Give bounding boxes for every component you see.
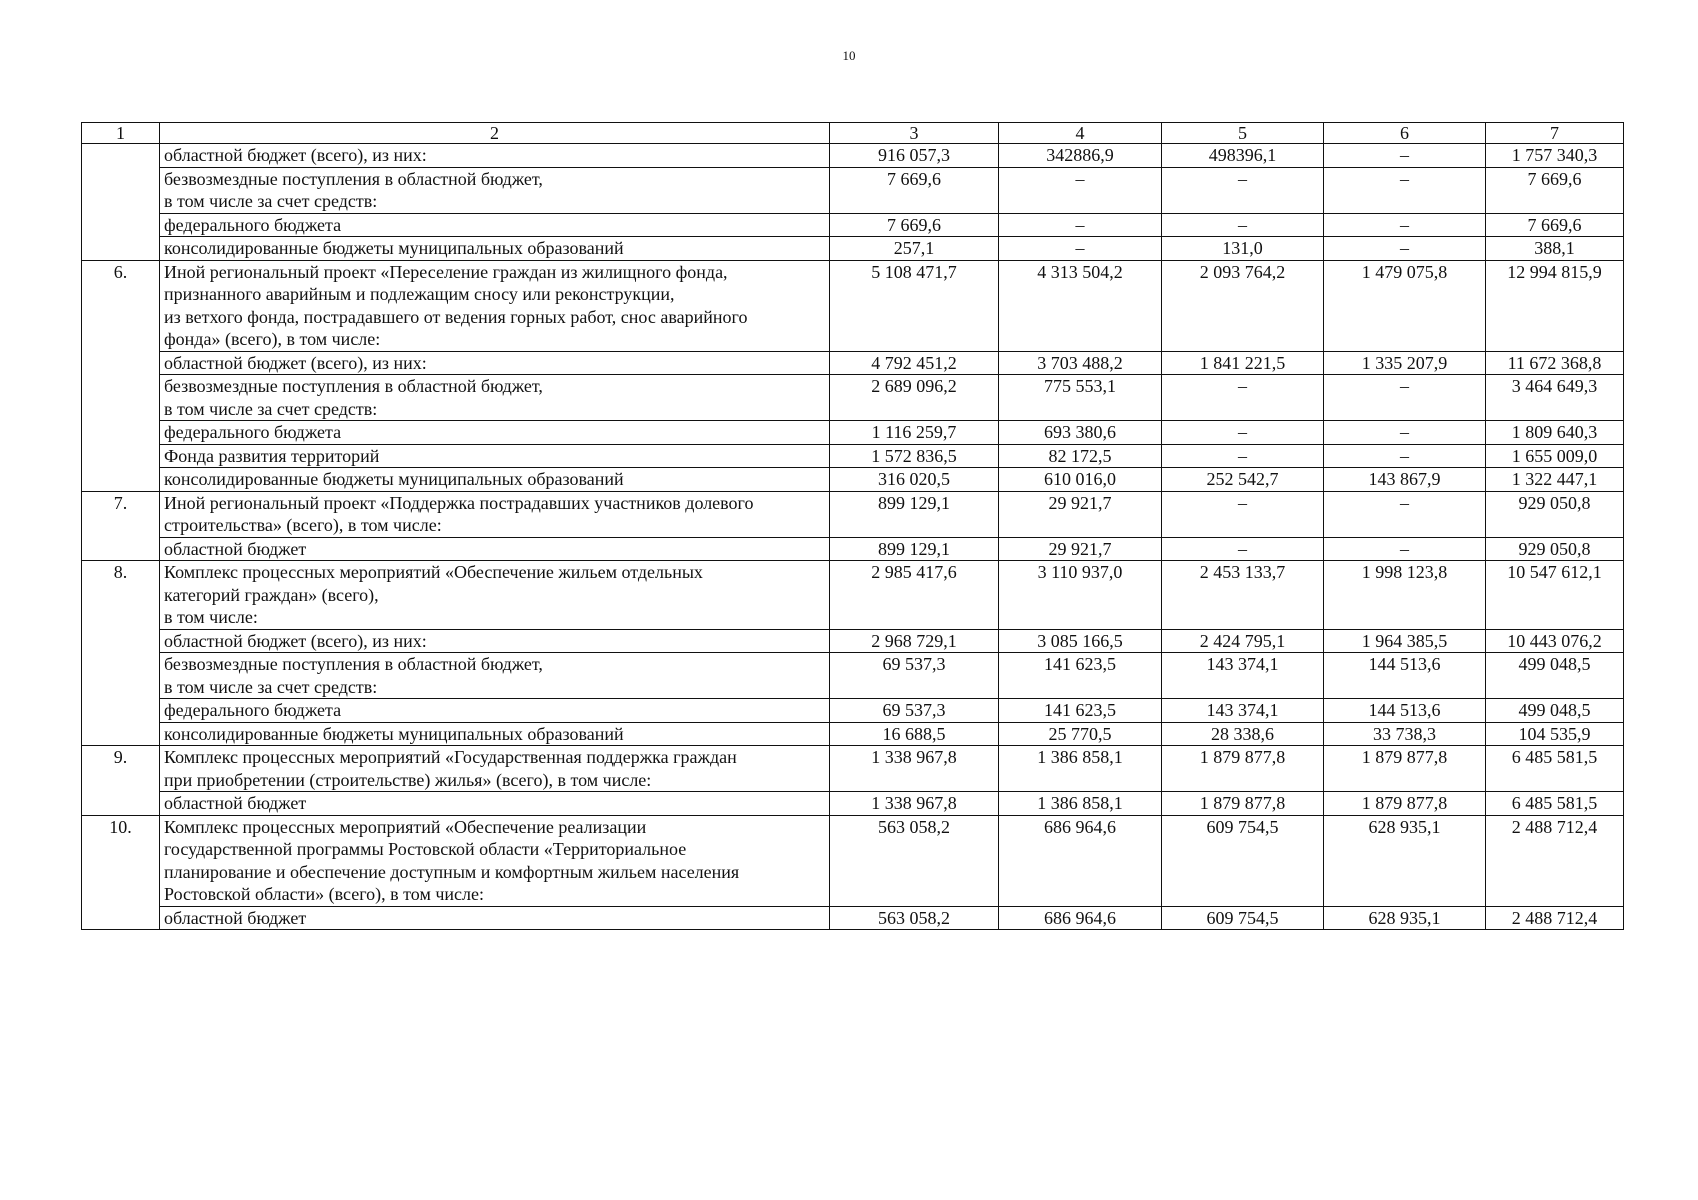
value-cell: 4 313 504,2 <box>999 260 1162 351</box>
value-cell: 141 623,5 <box>999 653 1162 699</box>
value-cell: 1 338 967,8 <box>830 746 999 792</box>
column-number-row <box>82 123 1624 144</box>
value-cell: 4 792 451,2 <box>830 351 999 375</box>
value-cell: 11 672 368,8 <box>1486 351 1624 375</box>
row-label <box>160 351 830 375</box>
value-cell: 628 935,1 <box>1324 815 1486 906</box>
value-cell: 7 669,6 <box>1486 167 1624 213</box>
row-index: 6. <box>82 260 160 491</box>
row-label-line: Иной региональный проект «Поддержка пострадавших участников долевого <box>164 492 754 513</box>
value-cell: 2 424 795,1 <box>1162 629 1324 653</box>
table-row <box>82 237 1624 261</box>
value-cell: 257,1 <box>830 237 999 261</box>
value-cell: – <box>1324 237 1486 261</box>
table-row <box>82 167 1624 213</box>
row-label <box>160 167 830 213</box>
row-label-line: Комплекс процессных мероприятий «Обеспечение жильем отдельных <box>164 562 703 582</box>
value-cell: 6 485 581,5 <box>1486 746 1624 792</box>
value-cell: 686 964,6 <box>999 815 1162 906</box>
row-label-line: Фонда развития территорий <box>164 445 380 466</box>
row-label-line: при приобретении (строительстве) жилья» (всего), в том числе: <box>164 769 652 790</box>
value-cell: 7 669,6 <box>1486 213 1624 237</box>
table-row <box>82 699 1624 723</box>
value-cell: 2 985 417,6 <box>830 561 999 630</box>
value-cell: 2 968 729,1 <box>830 629 999 653</box>
value-cell: 899 129,1 <box>830 491 999 537</box>
value-cell: 28 338,6 <box>1162 722 1324 746</box>
row-index <box>82 144 160 261</box>
value-cell: 69 537,3 <box>830 653 999 699</box>
row-label-line: Ростовской области» (всего), в том числе: <box>164 884 484 904</box>
row-label-line: строительства» (всего), в том числе: <box>164 515 442 535</box>
row-label <box>160 537 830 561</box>
value-cell: 33 738,3 <box>1324 722 1486 746</box>
row-label <box>160 653 830 699</box>
row-label-line: консолидированные бюджеты муниципальных образований <box>164 469 624 489</box>
value-cell: – <box>1162 491 1324 537</box>
row-label-line: безвозмездные поступления в областной бюджет, <box>164 168 543 189</box>
value-cell: 143 867,9 <box>1324 468 1486 492</box>
value-cell: 16 688,5 <box>830 722 999 746</box>
row-label-line: областной бюджет <box>164 538 307 559</box>
row-index: 10. <box>82 815 160 930</box>
column-number: 6 <box>1324 123 1486 144</box>
value-cell: 693 380,6 <box>999 421 1162 445</box>
row-label-line: областной бюджет <box>164 793 307 813</box>
table-row <box>82 746 1624 792</box>
row-label-line: планирование и обеспечение доступным и комфортным жильем населения <box>164 861 740 882</box>
table-row <box>82 213 1624 237</box>
value-cell: – <box>1162 167 1324 213</box>
column-number: 4 <box>999 123 1162 144</box>
row-label <box>160 699 830 723</box>
row-index: 7. <box>82 491 160 561</box>
column-number: 5 <box>1162 123 1324 144</box>
table-row <box>82 815 1624 906</box>
value-cell: 1 998 123,8 <box>1324 561 1486 630</box>
row-label-line: в том числе за счет средств: <box>164 676 378 697</box>
row-label-line: в том числе за счет средств: <box>164 191 378 211</box>
value-cell: – <box>1324 421 1486 445</box>
row-label-line: категорий граждан» (всего), <box>164 584 379 605</box>
value-cell: – <box>1162 444 1324 468</box>
row-label-line: государственной программы Ростовской области «Территориальное <box>164 839 687 859</box>
value-cell: 1 655 009,0 <box>1486 444 1624 468</box>
row-label <box>160 722 830 746</box>
row-label-line: в том числе за счет средств: <box>164 398 378 419</box>
value-cell: 1 572 836,5 <box>830 444 999 468</box>
value-cell: 2 689 096,2 <box>830 375 999 421</box>
row-label-line: областной бюджет (всего), из них: <box>164 630 427 651</box>
table-row <box>82 375 1624 421</box>
table-row <box>82 491 1624 537</box>
value-cell: 144 513,6 <box>1324 699 1486 723</box>
row-label <box>160 421 830 445</box>
value-cell: 2 488 712,4 <box>1486 906 1624 930</box>
value-cell: – <box>1324 491 1486 537</box>
value-cell: – <box>999 167 1162 213</box>
value-cell: 2 093 764,2 <box>1162 260 1324 351</box>
value-cell: 929 050,8 <box>1486 491 1624 537</box>
value-cell: 69 537,3 <box>830 699 999 723</box>
value-cell: 1 322 447,1 <box>1486 468 1624 492</box>
value-cell: 104 535,9 <box>1486 722 1624 746</box>
value-cell: 252 542,7 <box>1162 468 1324 492</box>
value-cell: 1 335 207,9 <box>1324 351 1486 375</box>
table-row <box>82 537 1624 561</box>
table-row <box>82 144 1624 168</box>
row-label-line: областной бюджет (всего), из них: <box>164 352 427 373</box>
value-cell: 3 110 937,0 <box>999 561 1162 630</box>
value-cell: 2 453 133,7 <box>1162 561 1324 630</box>
table-row <box>82 351 1624 375</box>
budget-table <box>81 122 1624 930</box>
row-label-line: безвозмездные поступления в областной бюджет, <box>164 376 543 396</box>
value-cell: 628 935,1 <box>1324 906 1486 930</box>
value-cell: – <box>1162 375 1324 421</box>
value-cell: 1 338 967,8 <box>830 792 999 816</box>
value-cell: – <box>1324 213 1486 237</box>
value-cell: 1 879 877,8 <box>1324 792 1486 816</box>
row-label <box>160 746 830 792</box>
value-cell: 3 464 649,3 <box>1486 375 1624 421</box>
value-cell: 6 485 581,5 <box>1486 792 1624 816</box>
row-label-line: областной бюджет (всего), из них: <box>164 145 427 165</box>
value-cell: – <box>1162 421 1324 445</box>
value-cell: 499 048,5 <box>1486 653 1624 699</box>
row-label <box>160 237 830 261</box>
value-cell: 10 547 612,1 <box>1486 561 1624 630</box>
row-label <box>160 815 830 906</box>
value-cell: 141 623,5 <box>999 699 1162 723</box>
value-cell: 5 108 471,7 <box>830 260 999 351</box>
value-cell: 25 770,5 <box>999 722 1162 746</box>
row-label-line: Комплекс процессных мероприятий «Обеспечение реализации <box>164 816 647 837</box>
value-cell: 2 488 712,4 <box>1486 815 1624 906</box>
value-cell: 499 048,5 <box>1486 699 1624 723</box>
value-cell: 7 669,6 <box>830 167 999 213</box>
row-label <box>160 491 830 537</box>
value-cell: 82 172,5 <box>999 444 1162 468</box>
row-label <box>160 629 830 653</box>
value-cell: 29 921,7 <box>999 491 1162 537</box>
value-cell: 1 809 640,3 <box>1486 421 1624 445</box>
value-cell: 7 669,6 <box>830 213 999 237</box>
table-row <box>82 653 1624 699</box>
row-label <box>160 144 830 168</box>
value-cell: 3 085 166,5 <box>999 629 1162 653</box>
value-cell: 563 058,2 <box>830 906 999 930</box>
value-cell: 1 386 858,1 <box>999 746 1162 792</box>
value-cell: 3 703 488,2 <box>999 351 1162 375</box>
value-cell: – <box>1162 537 1324 561</box>
value-cell: 1 879 877,8 <box>1324 746 1486 792</box>
value-cell: 686 964,6 <box>999 906 1162 930</box>
row-label <box>160 906 830 930</box>
value-cell: 1 386 858,1 <box>999 792 1162 816</box>
row-label-line: областной бюджет <box>164 907 307 928</box>
value-cell: 563 058,2 <box>830 815 999 906</box>
value-cell: – <box>1324 444 1486 468</box>
value-cell: 609 754,5 <box>1162 815 1324 906</box>
row-label-line: в том числе: <box>164 607 258 627</box>
row-label-line: консолидированные бюджеты муниципальных образований <box>164 238 624 258</box>
value-cell: 29 921,7 <box>999 537 1162 561</box>
row-label-line: федерального бюджета <box>164 700 342 720</box>
value-cell: – <box>1324 537 1486 561</box>
row-label-line: безвозмездные поступления в областной бюджет, <box>164 654 543 674</box>
value-cell: 498396,1 <box>1162 144 1324 168</box>
value-cell: 1 879 877,8 <box>1162 792 1324 816</box>
value-cell: 316 020,5 <box>830 468 999 492</box>
column-number: 1 <box>82 123 160 144</box>
row-index: 9. <box>82 746 160 816</box>
row-label <box>160 792 830 816</box>
row-index: 8. <box>82 561 160 746</box>
table-row <box>82 792 1624 816</box>
column-number: 2 <box>160 123 830 144</box>
value-cell: 12 994 815,9 <box>1486 260 1624 351</box>
value-cell: 929 050,8 <box>1486 537 1624 561</box>
row-label-line: Иной региональный проект «Переселение граждан из жилищного фонда, <box>164 261 728 282</box>
table-row <box>82 722 1624 746</box>
value-cell: 388,1 <box>1486 237 1624 261</box>
table-row <box>82 906 1624 930</box>
value-cell: – <box>1162 213 1324 237</box>
row-label-line: Комплекс процессных мероприятий «Государственная поддержка граждан <box>164 747 737 767</box>
table-row <box>82 468 1624 492</box>
column-number: 3 <box>830 123 999 144</box>
table-row <box>82 421 1624 445</box>
value-cell: 10 443 076,2 <box>1486 629 1624 653</box>
row-label <box>160 468 830 492</box>
value-cell: 342886,9 <box>999 144 1162 168</box>
table-row <box>82 561 1624 630</box>
value-cell: 131,0 <box>1162 237 1324 261</box>
value-cell: 1 964 385,5 <box>1324 629 1486 653</box>
row-label <box>160 444 830 468</box>
table-row <box>82 260 1624 351</box>
table-row <box>82 629 1624 653</box>
value-cell: 610 016,0 <box>999 468 1162 492</box>
value-cell: 143 374,1 <box>1162 699 1324 723</box>
value-cell: 1 841 221,5 <box>1162 351 1324 375</box>
value-cell: – <box>1324 144 1486 168</box>
row-label-line: из ветхого фонда, пострадавшего от ведения горных работ, снос аварийного <box>164 306 748 327</box>
value-cell: 609 754,5 <box>1162 906 1324 930</box>
value-cell: – <box>1324 167 1486 213</box>
value-cell: 775 553,1 <box>999 375 1162 421</box>
value-cell: 916 057,3 <box>830 144 999 168</box>
row-label-line: федерального бюджета <box>164 214 342 235</box>
value-cell: 143 374,1 <box>1162 653 1324 699</box>
row-label <box>160 375 830 421</box>
table-row <box>82 444 1624 468</box>
value-cell: – <box>1324 375 1486 421</box>
value-cell: 899 129,1 <box>830 537 999 561</box>
value-cell: 1 479 075,8 <box>1324 260 1486 351</box>
row-label-line: консолидированные бюджеты муниципальных образований <box>164 723 624 744</box>
row-label <box>160 260 830 351</box>
value-cell: 1 757 340,3 <box>1486 144 1624 168</box>
row-label-line: федерального бюджета <box>164 422 342 442</box>
row-label <box>160 561 830 630</box>
value-cell: 144 513,6 <box>1324 653 1486 699</box>
row-label <box>160 213 830 237</box>
value-cell: – <box>999 237 1162 261</box>
column-number: 7 <box>1486 123 1624 144</box>
value-cell: – <box>999 213 1162 237</box>
value-cell: 1 116 259,7 <box>830 421 999 445</box>
value-cell: 1 879 877,8 <box>1162 746 1324 792</box>
row-label-line: признанного аварийным и подлежащим сносу или реконструкции, <box>164 284 675 304</box>
page-number: 10 <box>842 48 856 63</box>
row-label-line: фонда» (всего), в том числе: <box>164 329 381 349</box>
